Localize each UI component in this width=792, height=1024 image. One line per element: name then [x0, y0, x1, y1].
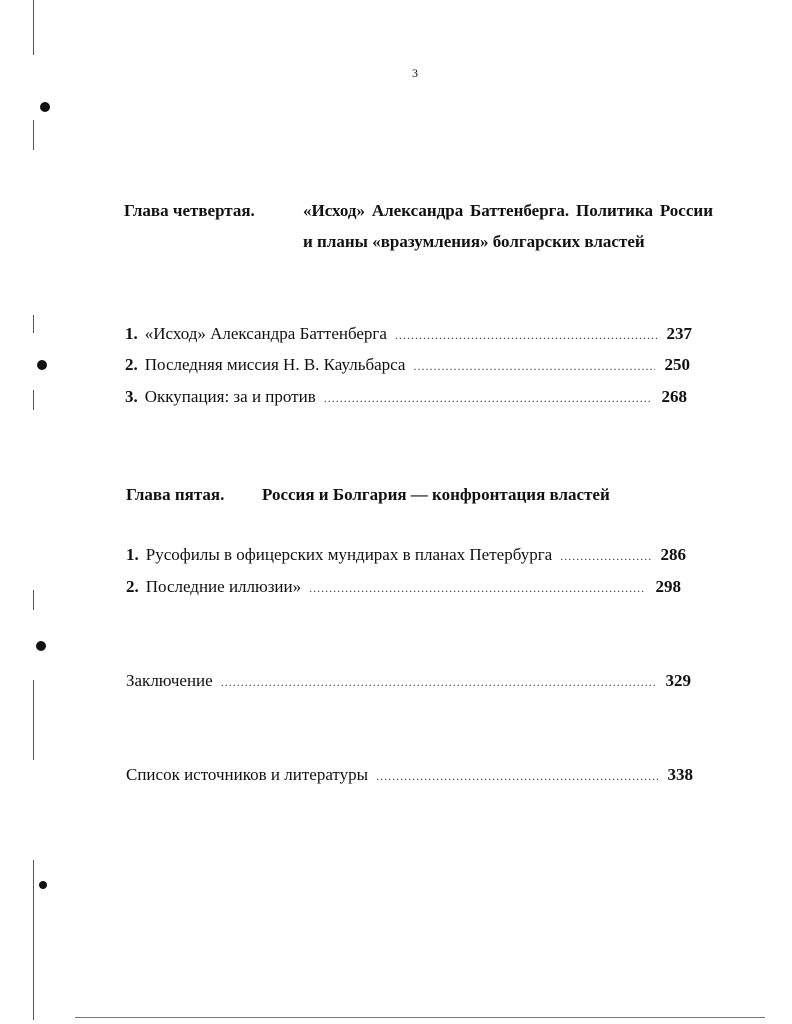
toc-entry — [125, 324, 692, 344]
scan-edge-line — [33, 590, 34, 610]
toc-entry-page: 286 — [660, 545, 686, 564]
scan-edge-line — [33, 120, 34, 150]
toc-entry-page: 268 — [661, 387, 687, 406]
punch-hole-mark — [36, 641, 46, 651]
toc-entry-title: Русофилы в офицерских мундирах в планах Петербурга — [145, 545, 553, 564]
chapter4-title: «Исход» Александра Баттенберга. Политика России и планы «вразумления» болгарских властей — [303, 201, 713, 251]
toc-entry — [125, 355, 690, 375]
scan-edge-line — [33, 390, 34, 410]
toc-entry-title: «Исход» Александра Баттенберга — [144, 324, 387, 343]
scan-edge-line — [33, 315, 34, 333]
punch-hole-mark — [39, 881, 47, 889]
punch-hole-mark — [40, 102, 50, 112]
toc-entry-page: 250 — [664, 355, 690, 374]
toc-entry-number: 3. — [125, 387, 138, 406]
dot-leader — [560, 549, 650, 564]
toc-entry — [126, 545, 686, 565]
dot-leader — [324, 391, 652, 406]
toc-entry-title: Заключение — [126, 671, 213, 690]
dot-leader — [309, 581, 645, 596]
punch-hole-mark — [37, 360, 47, 370]
toc-entry — [126, 577, 681, 597]
toc-entry-number: 1. — [125, 324, 138, 343]
toc-entry-number: 2. — [125, 355, 138, 374]
chapter4-label: Глава четвертая. — [124, 201, 255, 220]
toc-entry-number: 2. — [126, 577, 139, 596]
dot-leader — [413, 359, 654, 374]
toc-entry-title: Оккупация: за и против — [144, 387, 316, 406]
dot-leader — [221, 675, 656, 690]
toc-entry-title: Последняя миссия Н. В. Каульбарса — [144, 355, 406, 374]
dot-leader — [395, 328, 657, 343]
toc-entry-page: 329 — [665, 671, 691, 690]
toc-entry-page: 338 — [667, 765, 693, 784]
toc-entry-sources — [126, 765, 693, 785]
chapter5-label: Глава пятая. — [126, 485, 225, 504]
page-number: 3 — [412, 66, 418, 80]
toc-entry-title: Последние иллюзии» — [145, 577, 302, 596]
toc-entry-number: 1. — [126, 545, 139, 564]
toc-entry-page: 298 — [655, 577, 681, 596]
scan-edge-line — [33, 0, 34, 55]
toc-entry-conclusion — [126, 671, 691, 691]
toc-entry-page: 237 — [666, 324, 692, 343]
scan-edge-line — [33, 680, 34, 760]
scan-edge-line — [33, 860, 34, 1020]
toc-entry — [125, 387, 687, 407]
bottom-rule — [75, 1017, 765, 1018]
dot-leader — [376, 769, 657, 784]
chapter5-title: Россия и Болгария — конфронтация властей — [262, 485, 610, 504]
toc-entry-title: Список источников и литературы — [126, 765, 369, 784]
